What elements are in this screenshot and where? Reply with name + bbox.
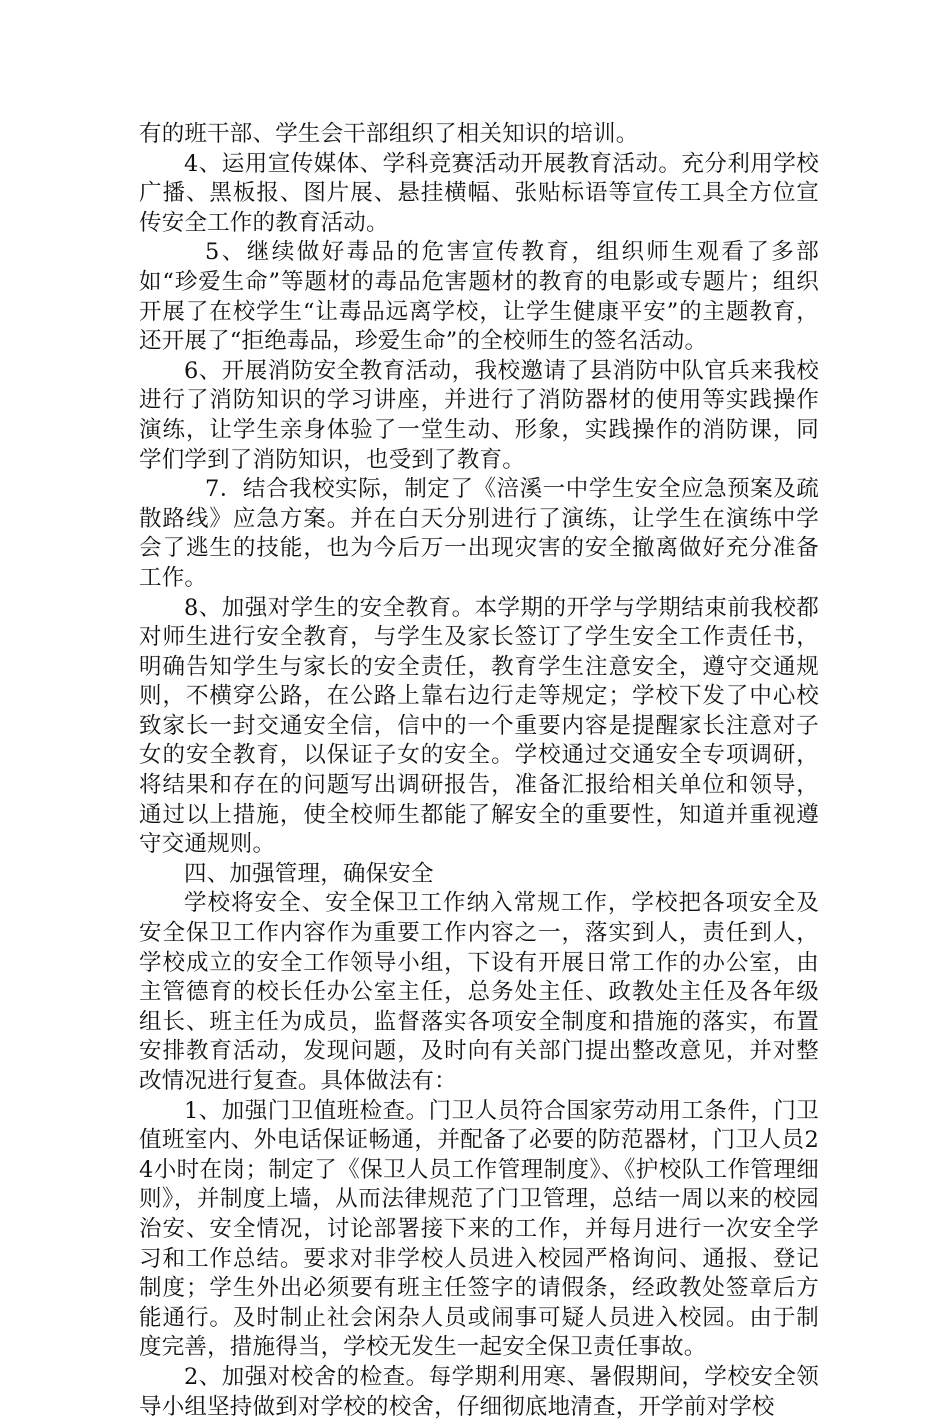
- paragraph-item-5: 5、继续做好毒品的危害宣传教育，组织师生观看了多部如“珍爱生命”等题材的毒品危害题材的教育的电影或专题片；组织开展了在校学生“让毒品远离学校，让学生健康平安”的主题教育，还开展了“拒绝毒品，珍爱生命”的全校师生的签名活动。: [139, 239, 819, 355]
- paragraph-measure-2: 2、加强对校舍的检查。每学期利用寒、暑假期间，学校安全领导小组坚持做到对学校的校舍，仔细彻底地清查，开学前对学校: [139, 1363, 819, 1420]
- paragraph-item-6: 6、开展消防安全教育活动，我校邀请了县消防中队官兵来我校进行了消防知识的学习讲座，并进行了消防器材的使用等实践操作演练，让学生亲身体验了一堂生动、形象，实践操作的消防课，同学们学到了消防知识，也受到了教育。: [139, 357, 819, 473]
- paragraph-item-4: 4、运用宣传媒体、学科竞赛活动开展教育活动。充分利用学校广播、黑板报、图片展、悬挂横幅、张贴标语等宣传工具全方位宣传安全工作的教育活动。: [139, 150, 819, 236]
- section-heading-four: 四、加强管理，确保安全: [184, 860, 434, 887]
- paragraph-management-intro: 学校将安全、安全保卫工作纳入常规工作，学校把各项安全及安全保卫工作内容作为重要工作内容之一，落实到人，责任到人，学校成立的安全工作领导小组，下设有开展日常工作的办公室，由主管德育的校长任办公室主任，总务处主任、政教处主任及各年级组长、班主任为成员，监督落实各项安全制度和措施的落实，布置安排教育活动，发现问题，及时向有关部门提出整改意见，并对整改情况进行复查。具体做法有：: [139, 890, 819, 1094]
- paragraph-continuation: 有的班干部、学生会干部组织了相关知识的培训。: [139, 121, 639, 147]
- document-body: [139, 120, 819, 1422]
- paragraph-item-7: 7．结合我校实际，制定了《涪溪一中学生安全应急预案及疏散路线》应急方案。并在白天分别进行了演练，让学生在演练中学会了逃生的技能，也为今后万一出现灾害的安全撤离做好充分准备工作。: [139, 476, 819, 591]
- paragraph-measure-1: 1、加强门卫值班检查。门卫人员符合国家劳动用工条件，门卫值班室内、外电话保证畅通，并配备了必要的防范器材，门卫人员24小时在岗；制定了《保卫人员工作管理制度》、《护校队工作管理细则》，并制度上墙，从而法律规范了门卫管理，总结一周以来的校园治安、安全情况，讨论部署接下来的工作，并每月进行一次安全学习和工作总结。要求对非学校人员进入校园严格询问、通报、登记制度；学生外出必须要有班主任签字的请假条，经政教处签章后方能通行。及时制止社会闲杂人员或闹事可疑人员进入校园。由于制度完善，措施得当，学校无发生一起安全保卫责任事故。: [139, 1097, 819, 1361]
- paragraph-item-8: 8、加强对学生的安全教育。本学期的开学与学期结束前我校都对师生进行安全教育，与学生及家长签订了学生安全工作责任书，明确告知学生与家长的安全责任，教育学生注意安全，遵守交通规则，不横穿公路，在公路上靠右边行走等规定；学校下发了中心校致家长一封交通安全信，信中的一个重要内容是提醒家长注意对子女的安全教育，以保证子女的安全。学校通过交通安全专项调研，将结果和存在的问题写出调研报告，准备汇报给相关单位和领导，通过以上措施，使全校师生都能了解安全的重要性，知道并重视遵守交通规则。: [139, 594, 819, 858]
